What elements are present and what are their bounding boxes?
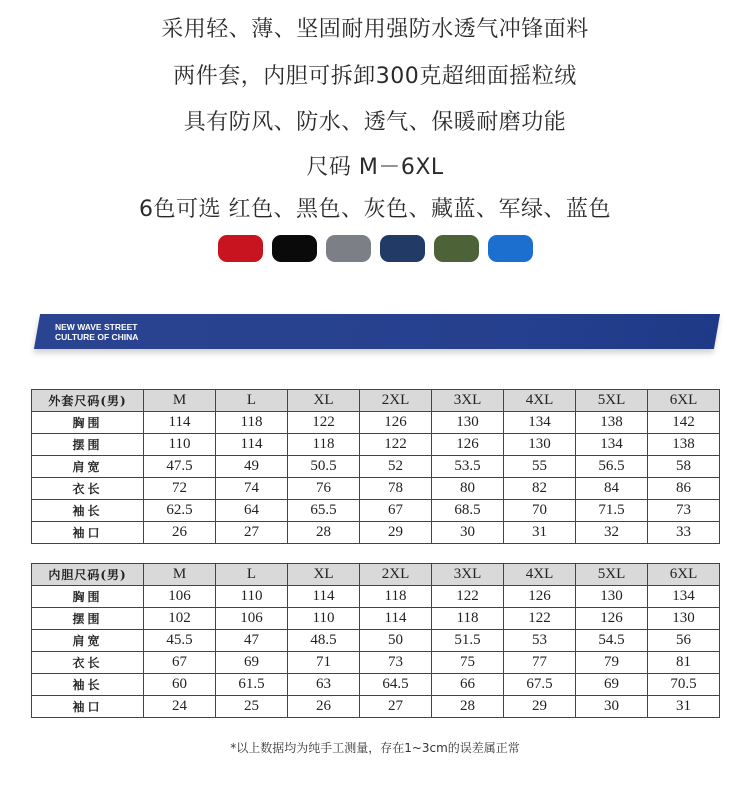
measurement-label-cell: 摆围 (32, 608, 144, 630)
inner-size-table (31, 563, 720, 718)
measurement-value-cell: 63 (288, 674, 360, 696)
measurement-value-cell: 106 (144, 586, 216, 608)
measurement-value-cell: 29 (504, 696, 576, 718)
measurement-value-cell: 82 (504, 478, 576, 500)
measurement-label-cell: 肩宽 (32, 456, 144, 478)
measurement-value-cell: 71 (288, 652, 360, 674)
measurement-value-cell: 27 (216, 522, 288, 544)
table-row (32, 522, 720, 544)
measurement-value-cell: 32 (576, 522, 648, 544)
feature-line-size-range: 尺码 M－6XL (306, 155, 444, 180)
color-swatch-blue (488, 235, 533, 262)
measurement-value-cell: 78 (360, 478, 432, 500)
measurement-value-cell: 71.5 (576, 500, 648, 522)
measurement-value-cell: 130 (432, 412, 504, 434)
measurement-value-cell: 118 (432, 608, 504, 630)
measurement-value-cell: 52 (360, 456, 432, 478)
measurement-value-cell: 138 (576, 412, 648, 434)
color-swatch-red (218, 235, 263, 262)
measurement-value-cell: 77 (504, 652, 576, 674)
feature-line-two-piece: 两件套，内胆可拆卸300克超细面摇粒绒 (173, 64, 577, 89)
table-row (32, 434, 720, 456)
measurement-value-cell: 53.5 (432, 456, 504, 478)
measurement-label-cell: 肩宽 (32, 630, 144, 652)
measurement-value-cell: 48.5 (288, 630, 360, 652)
measurement-value-cell: 73 (648, 500, 720, 522)
measurement-value-cell: 126 (504, 586, 576, 608)
measurement-value-cell: 126 (576, 608, 648, 630)
measurement-value-cell: 58 (648, 456, 720, 478)
measurement-value-cell: 47 (216, 630, 288, 652)
measurement-value-cell: 61.5 (216, 674, 288, 696)
color-swatch-navy (380, 235, 425, 262)
table-row (32, 630, 720, 652)
measurement-value-cell: 29 (360, 522, 432, 544)
measurement-value-cell: 50 (360, 630, 432, 652)
measurement-value-cell: 27 (360, 696, 432, 718)
measurement-value-cell: 70.5 (648, 674, 720, 696)
measurement-value-cell: 31 (504, 522, 576, 544)
measurement-value-cell: 114 (360, 608, 432, 630)
measurement-value-cell: 31 (648, 696, 720, 718)
size-header-cell: 4XL (504, 564, 576, 586)
measurement-value-cell: 51.5 (432, 630, 504, 652)
measurement-value-cell: 122 (360, 434, 432, 456)
table-row (32, 500, 720, 522)
measurement-value-cell: 126 (360, 412, 432, 434)
measurement-value-cell: 30 (576, 696, 648, 718)
measurement-value-cell: 75 (432, 652, 504, 674)
measurement-value-cell: 49 (216, 456, 288, 478)
measurement-value-cell: 142 (648, 412, 720, 434)
size-header-cell: 3XL (432, 390, 504, 412)
measurement-value-cell: 66 (432, 674, 504, 696)
measurement-value-cell: 33 (648, 522, 720, 544)
table-title-cell: 内胆尺码(男) (32, 564, 144, 586)
table-row (32, 456, 720, 478)
table-header-row (32, 390, 720, 412)
measurement-label-cell: 胸围 (32, 412, 144, 434)
measurement-value-cell: 64.5 (360, 674, 432, 696)
measurement-label-cell: 袖长 (32, 500, 144, 522)
measurement-value-cell: 55 (504, 456, 576, 478)
size-header-cell: M (144, 564, 216, 586)
size-header-cell: XL (288, 564, 360, 586)
color-swatch-gray (326, 235, 371, 262)
measurement-value-cell: 60 (144, 674, 216, 696)
table-row (32, 412, 720, 434)
measurement-value-cell: 69 (216, 652, 288, 674)
measurement-value-cell: 56.5 (576, 456, 648, 478)
feature-line-fabric: 采用轻、薄、坚固耐用强防水透气冲锋面料 (161, 17, 589, 42)
measurement-value-cell: 118 (360, 586, 432, 608)
size-header-cell: L (216, 390, 288, 412)
measurement-value-cell: 130 (576, 586, 648, 608)
measurement-value-cell: 122 (288, 412, 360, 434)
table-row (32, 478, 720, 500)
color-swatch-row (0, 235, 750, 262)
measurement-label-cell: 衣长 (32, 478, 144, 500)
measurement-value-cell: 65.5 (288, 500, 360, 522)
measurement-value-cell: 86 (648, 478, 720, 500)
size-header-cell: 6XL (648, 564, 720, 586)
feature-line-functions: 具有防风、防水、透气、保暖耐磨功能 (183, 110, 567, 135)
table-row (32, 608, 720, 630)
measurement-value-cell: 25 (216, 696, 288, 718)
measurement-value-cell: 30 (432, 522, 504, 544)
measurement-value-cell: 122 (432, 586, 504, 608)
measurement-value-cell: 73 (360, 652, 432, 674)
color-swatch-army-green (434, 235, 479, 262)
measurement-value-cell: 56 (648, 630, 720, 652)
size-header-cell: M (144, 390, 216, 412)
measurement-value-cell: 79 (576, 652, 648, 674)
banner-line-2: CULTURE OF CHINA (55, 332, 139, 342)
size-header-cell: XL (288, 390, 360, 412)
measurement-value-cell: 130 (504, 434, 576, 456)
size-header-cell: 2XL (360, 564, 432, 586)
outer-size-table (31, 389, 720, 544)
measurement-value-cell: 45.5 (144, 630, 216, 652)
measurement-value-cell: 47.5 (144, 456, 216, 478)
measurement-value-cell: 110 (144, 434, 216, 456)
measurement-value-cell: 114 (144, 412, 216, 434)
measurement-value-cell: 134 (576, 434, 648, 456)
table-title-cell: 外套尺码(男) (32, 390, 144, 412)
measurement-value-cell: 70 (504, 500, 576, 522)
color-swatch-black (272, 235, 317, 262)
measurement-label-cell: 胸围 (32, 586, 144, 608)
measurement-value-cell: 114 (288, 586, 360, 608)
measurement-value-cell: 68.5 (432, 500, 504, 522)
measurement-value-cell: 28 (288, 522, 360, 544)
measurement-value-cell: 64 (216, 500, 288, 522)
table-row (32, 674, 720, 696)
measurement-value-cell: 67 (360, 500, 432, 522)
measurement-value-cell: 102 (144, 608, 216, 630)
measurement-value-cell: 76 (288, 478, 360, 500)
measurement-value-cell: 28 (432, 696, 504, 718)
banner-line-1: NEW WAVE STREET (55, 322, 138, 332)
table-row (32, 696, 720, 718)
size-header-cell: L (216, 564, 288, 586)
measurement-value-cell: 62.5 (144, 500, 216, 522)
table-header-row (32, 564, 720, 586)
measurement-value-cell: 24 (144, 696, 216, 718)
measurement-label-cell: 袖长 (32, 674, 144, 696)
measurement-value-cell: 126 (432, 434, 504, 456)
measurement-value-cell: 84 (576, 478, 648, 500)
measurement-value-cell: 118 (216, 412, 288, 434)
measurement-value-cell: 72 (144, 478, 216, 500)
measurement-value-cell: 53 (504, 630, 576, 652)
measurement-value-cell: 138 (648, 434, 720, 456)
size-header-cell: 2XL (360, 390, 432, 412)
measurement-footnote: *以上数据均为纯手工测量，存在1~3cm的误差属正常 (230, 741, 520, 755)
table-row (32, 652, 720, 674)
size-header-cell: 3XL (432, 564, 504, 586)
measurement-value-cell: 26 (144, 522, 216, 544)
measurement-value-cell: 69 (576, 674, 648, 696)
measurement-value-cell: 114 (216, 434, 288, 456)
measurement-value-cell: 50.5 (288, 456, 360, 478)
size-header-cell: 6XL (648, 390, 720, 412)
measurement-label-cell: 衣长 (32, 652, 144, 674)
table-row (32, 586, 720, 608)
size-header-cell: 4XL (504, 390, 576, 412)
measurement-value-cell: 134 (648, 586, 720, 608)
measurement-value-cell: 81 (648, 652, 720, 674)
measurement-value-cell: 118 (288, 434, 360, 456)
size-header-cell: 5XL (576, 564, 648, 586)
measurement-value-cell: 130 (648, 608, 720, 630)
feature-line-colors: 6色可选 红色、黑色、灰色、藏蓝、军绿、蓝色 (139, 197, 611, 222)
measurement-value-cell: 26 (288, 696, 360, 718)
measurement-value-cell: 54.5 (576, 630, 648, 652)
measurement-value-cell: 110 (288, 608, 360, 630)
banner-text (55, 322, 138, 342)
measurement-value-cell: 67 (144, 652, 216, 674)
measurement-label-cell: 摆围 (32, 434, 144, 456)
measurement-value-cell: 106 (216, 608, 288, 630)
measurement-value-cell: 122 (504, 608, 576, 630)
measurement-value-cell: 67.5 (504, 674, 576, 696)
measurement-value-cell: 80 (432, 478, 504, 500)
size-header-cell: 5XL (576, 390, 648, 412)
measurement-label-cell: 袖口 (32, 522, 144, 544)
measurement-label-cell: 袖口 (32, 696, 144, 718)
measurement-value-cell: 110 (216, 586, 288, 608)
measurement-value-cell: 134 (504, 412, 576, 434)
measurement-value-cell: 74 (216, 478, 288, 500)
